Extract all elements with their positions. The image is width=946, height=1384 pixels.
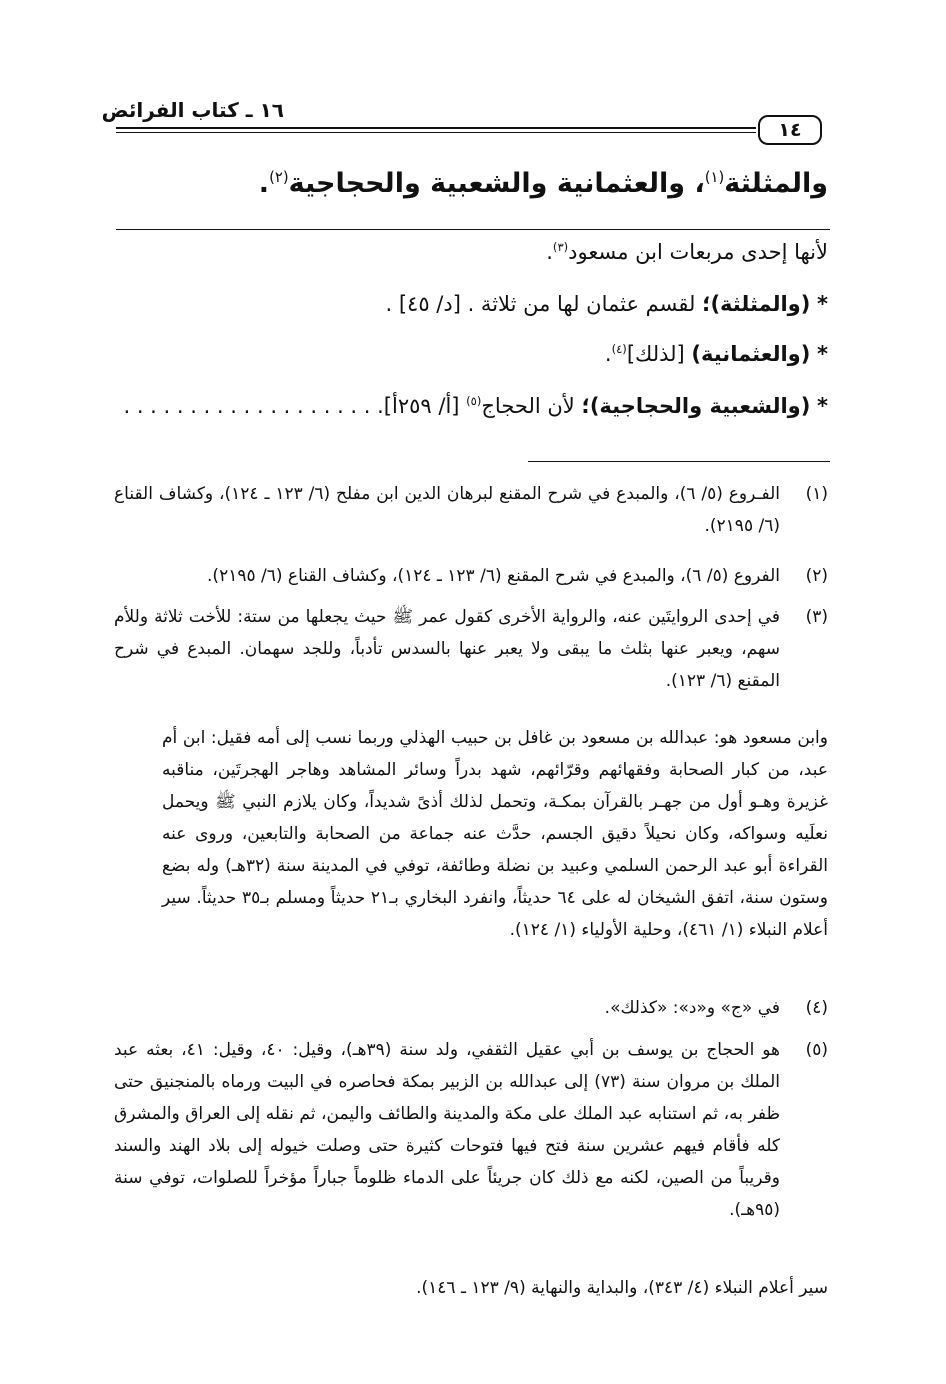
bullet-icon: * [817, 394, 828, 418]
footnote-text: الفروع (٥/ ٦)، والمبدع في شرح المقنع (٦/ ١٢٣ ـ ١٢٤)، وكشاف القناع (٦/ ٢١٩٥). [207, 566, 780, 586]
matn-part: والمثلثة [724, 168, 828, 199]
matn-text [108, 168, 828, 199]
footnote-ref: (٥) [466, 394, 482, 408]
footnote-text: الفـروع (٥/ ٦)، والمبدع في شرح المقنع لبرهان الدين ابن مفلح (٦/ ١٢٣ ـ ١٢٤)، وكشاف القناع (٦/ ٢١٩٥). [114, 484, 780, 536]
footnote-continuation: سير أعلام النبلاء (٤/ ٣٤٣)، والبداية والنهاية (٩/ ١٢٣ ـ ١٤٦). [416, 1278, 828, 1298]
footnote-divider [528, 461, 830, 462]
footnote-text: في إحدى الروايتَين عنه، والرواية الأخرى كقول عمر ﷺ حيث يجعلها من ستة: للأخت ثلاثة وللأم سهم، ويعبر عنها بثلث ما يبقى ولا يعبر عنها بالسدس تأدباً، وللجد سهمان. المبدع في شرح المقنع (٦/ ١٢٣). [114, 607, 780, 691]
footnote-text: في «ج» و«د»: «كذلك». [604, 998, 780, 1018]
sharh-term: (والشعبية والحجاجية)؛ [581, 394, 811, 418]
footnote-ref: (٤) [611, 342, 627, 356]
bullet-icon: * [817, 342, 828, 366]
sharh-text: لأنها إحدى مربعات ابن مسعود [568, 240, 828, 264]
sharh-text: [أ/ ٢٥٩أ]. . . . . . . . . . . . . . . . . . . . [123, 394, 467, 418]
header-rule-thin [116, 132, 756, 133]
section-divider [116, 229, 830, 230]
footnote-number: (٤) [805, 998, 828, 1018]
sharh-text: لقسم عثمان لها من ثلاثة . [د/ ٤٥] . [385, 292, 703, 316]
running-header-title: ١٦ ـ كتاب الفرائض [101, 98, 284, 122]
footnote-number: (٢) [805, 566, 828, 586]
footnote [114, 478, 828, 542]
footnote-number: (٥) [805, 1040, 828, 1060]
header-rule [116, 127, 756, 129]
matn-part: . [258, 168, 270, 199]
footnote [114, 992, 828, 1024]
footnote-ref: (٣) [552, 240, 569, 254]
sharh-text: . [546, 240, 553, 264]
footnote-continuation: وابن مسعود هو: عبدالله بن مسعود بن غافل بن حبيب الهذلي وربما نسب إلى أمه فقيل: ابن أم عبد، من كبار الصحابة وفقهائهم وقرّائهم، شهد بدراً وسائر المشاهد وهاجر الهجرتَين، مناقبه غزيرة وهـو أول من جهـر بالقرآن بمكـة، وتحمل لذلك أذىً شديداً، وكان يلازم النبي ﷺ ويحمل نعلَيه وسواكه، وكان نحيلاً دقيق الجسم، حدَّث عنه جماعة من الصحابة والتابعين، وروى عنه القراءة أبو عبد الرحمن السلمي وعبيد بن نضلة وطائفة، توفي في المدينة سنة (٣٢هـ) وله بضع وستون سنة، اتفق الشيخان له على ٦٤ حديثاً، وانفرد البخاري بـ٢١ حديثاً ومسلم بـ٣٥ حديثاً. سير أعلام النبلاء (١/ ٤٦١)، وحلية الأولياء (١/ ١٢٤). [162, 728, 828, 940]
footnote-ref: (٢) [269, 168, 289, 186]
footnote-ref: (١) [704, 168, 725, 186]
page-number-box: ١٤ [758, 115, 822, 145]
sharh-term: (والعثمانية) [691, 342, 811, 366]
footnote [114, 1034, 828, 1226]
sharh-line [116, 240, 828, 264]
footnote [114, 560, 828, 592]
sharh-text: . [604, 342, 612, 366]
sharh-item [116, 394, 828, 418]
sharh-text: لأن الحجاج [481, 394, 582, 418]
matn-part: ، والعثمانية والشعبية والحجاجية [288, 168, 705, 199]
sharh-term: (والمثلثة)؛ [702, 292, 811, 316]
sharh-item [116, 342, 828, 366]
footnote [114, 601, 828, 697]
footnote-text: هو الحجاج بن يوسف بن أبي عقيل الثقفي، ولد سنة (٣٩هـ)، وقيل: ٤٠، وقيل: ٤١، بعثه عبد الملك بن مروان سنة (٧٣) إلى عبدالله بن الزبير بمكة فحاصره في البيت ورماه بالمنجنيق حتى ظفر به، ثم استنابه عبد الملك على مكة والمدينة والطائف واليمن، ثم نقله إلى العراق والمشرق كله فأقام فيهم عشرين سنة فتح فيها فتوحات كثيرة حتى وصلت خيوله إلى بلاد الهند والسند وقريباً من الصين، لكنه مع ذلك كان جريئاً على الدماء ظلوماً جباراً مؤخراً للصلوات، توفي سنة (٩٥هـ). [114, 1040, 781, 1220]
bullet-icon: * [817, 292, 828, 316]
sharh-item [116, 292, 828, 316]
footnote-number: (١) [805, 484, 828, 504]
footnote-number: (٣) [805, 607, 828, 627]
sharh-text: [لذلك] [626, 342, 692, 366]
